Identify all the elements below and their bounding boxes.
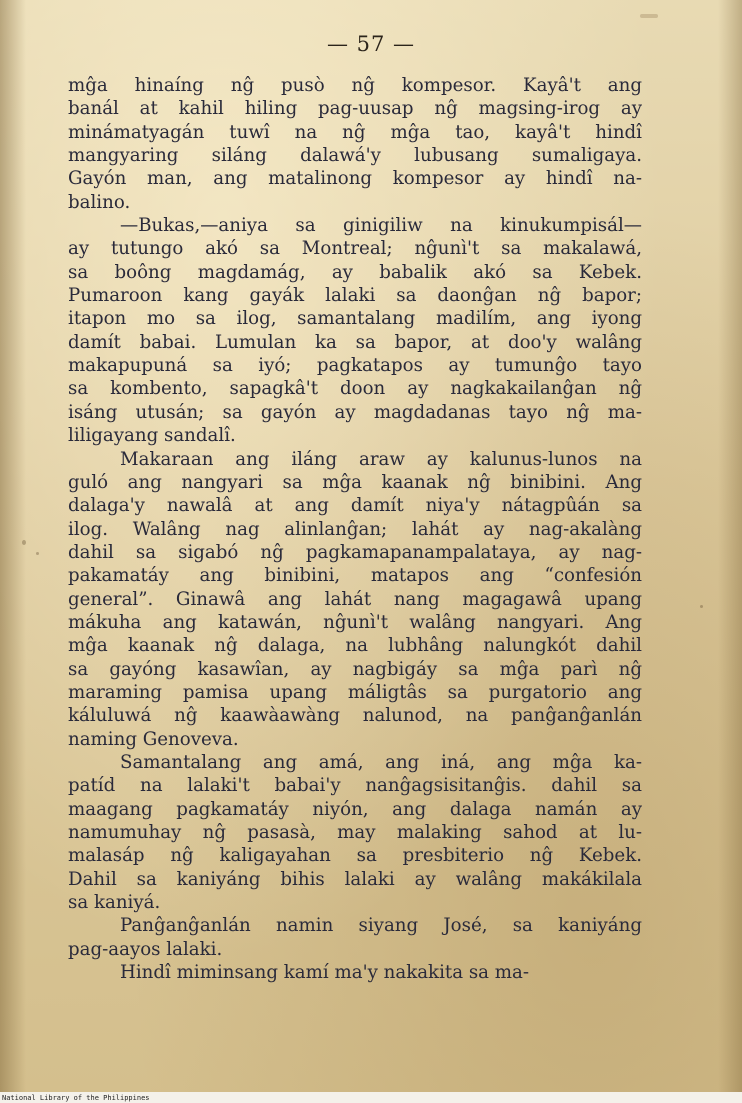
text-line: ilog. Walâng nag alinlanĝan; lahát ay nag-akalàng [68,518,642,540]
text-line: Makaraan ang iláng araw ay kalunus-lunos na [120,448,642,470]
text-line: sa kombento, sapagkâ't doon ay nagkakailanĝan nĝ [68,378,642,400]
text-line: maagang pagkamatáy niyón, ang dalaga namán ay [68,798,642,820]
page-number: — 57 — [326,32,416,56]
text-line: dahil sa sigabó nĝ pagkamapanampalataya, ay nag- [68,541,642,563]
text-line: damít babai. Lumulan ka sa bapor, at doo'y walâng [68,331,642,353]
text-line: Pumaroon kang gayák lalaki sa daonĝan nĝ bapor; [68,285,642,307]
text-line: Gayón man, ang matalinong kompesor ay hindî na- [68,168,642,190]
text-line: sa gayóng kasawîan, ay nagbigáy sa mĝa parì nĝ [68,658,642,680]
text-line: Hindî miminsang kamí ma'y nakakita sa ma- [120,962,530,984]
text-line: makapupuná sa iyó; pagkatapos ay tumunĝo tayo [68,355,642,377]
text-line: mákuha ang katawán, nĝunì't walâng nangyari. Ang [68,611,642,633]
text-line: pag-aayos lalaki. [68,938,223,960]
text-line: mĝa hinaíng nĝ pusò nĝ kompesor. Kayâ't ang [68,75,642,96]
text-line: Samantalang ang amá, ang iná, ang mĝa ka- [120,751,642,773]
text-line: banál at kahil hiling pag-uusap nĝ magsing-irog ay [68,98,642,120]
text-line: namumuhay nĝ pasasà, may malaking sahod at lu- [68,822,642,843]
text-line: mangyaring siláng dalawá'y lubusang sumaligaya. [68,145,642,167]
text-line: guló ang nangyari sa mĝa kaanak nĝ binibini. Ang [68,471,642,493]
page-edge-shadow-right [718,0,742,1092]
text-line: Panĝanĝanlán namin siyang José, sa kaniyáng [120,915,642,937]
page-edge-shadow-left [0,0,26,1092]
text-line: dalaga'y nawalâ at ang damít niya'y nátagpûán sa [68,495,642,517]
text-line: patíd na lalaki't babai'y nanĝagsisitanĝis. dahil sa [68,775,642,797]
text-line: malasáp nĝ kaligayahan sa presbiterio nĝ Kebek. [68,845,642,867]
text-line: naming Genoveva. [68,728,239,750]
paper-speck [700,605,703,608]
text-line: balino. [68,191,131,213]
paper-speck [36,552,39,555]
text-line: ay tutungo akó sa Montreal; nĝunì't sa makalawá, [68,238,642,260]
text-line: minámatyagán tuwî na nĝ mĝa tao, kayâ't hindî [68,121,642,143]
paper-speck [640,14,658,18]
text-line: sa kaniyá. [68,892,161,914]
text-line: general”. Ginawâ ang lahát nang magagawâ upang [68,588,642,610]
body-text [68,74,642,984]
text-line: maraming pamisa upang máligtâs sa purgatorio ang [68,681,642,703]
text-line: isáng utusán; sa gayón ay magdadanas tayo nĝ ma- [68,401,642,423]
text-line: —Bukas,—aniya sa ginigiliw na kinukumpisál— [120,215,642,237]
text-line: mĝa kaanak nĝ dalaga, na lubhâng nalungkót dahil [68,635,642,657]
text-line: sa boông magdamág, ay babalik akó sa Kebek. [68,261,642,283]
text-line: káluluwá nĝ kaawàawàng nalunod, na panĝanĝanlán [68,705,642,727]
text-line: itapon mo sa ilog, samantalang madilím, ang iyong [68,308,642,330]
paper-speck [22,540,26,545]
text-line: pakamatáy ang binibini, matapos ang “confesión [68,565,642,587]
library-credit: National Library of the Philippines [2,1094,150,1102]
text-line: Dahil sa kaniyáng bihis lalaki ay walâng makákilala [68,868,642,890]
text-line: liligayang sandalî. [68,425,236,447]
